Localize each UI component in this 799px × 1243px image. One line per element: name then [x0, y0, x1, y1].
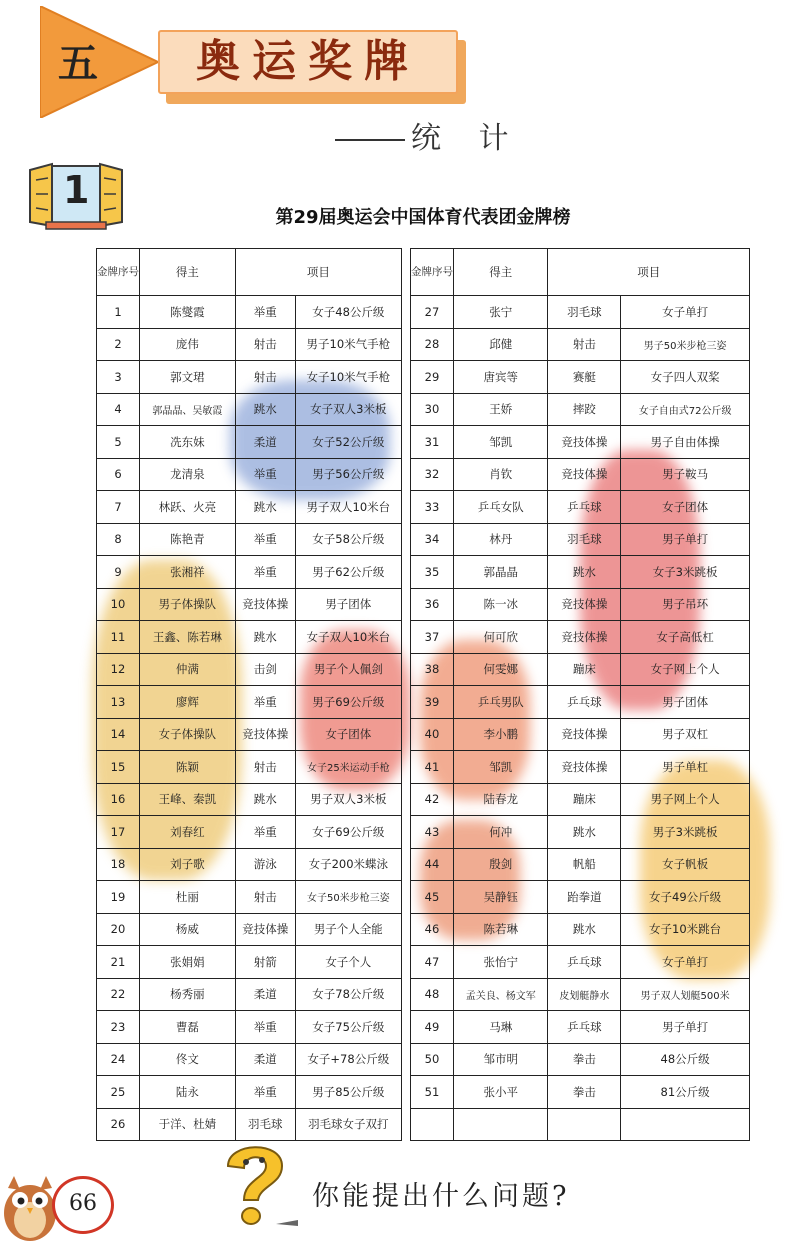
sport-cell: 跳水 — [235, 621, 295, 654]
table-row — [97, 523, 402, 556]
table-row — [97, 328, 402, 361]
header-num: 金牌序号 — [97, 249, 140, 296]
event-cell: 男子10米气手枪 — [295, 328, 401, 361]
event-cell: 男子单打 — [621, 1011, 750, 1044]
table-row — [97, 491, 402, 524]
winner-cell: 龙清泉 — [140, 458, 236, 491]
medal-number-cell: 8 — [97, 523, 140, 556]
winner-cell: 杜丽 — [140, 881, 236, 914]
medal-number-cell: 42 — [411, 783, 454, 816]
table-row — [97, 588, 402, 621]
medal-number-cell: 45 — [411, 881, 454, 914]
event-cell: 男子双人3米板 — [295, 783, 401, 816]
event-cell — [621, 1108, 750, 1141]
medal-number-cell: 27 — [411, 296, 454, 329]
medal-number-cell: 36 — [411, 588, 454, 621]
event-cell: 81公斤级 — [621, 1076, 750, 1109]
winner-cell: 男子体操队 — [140, 588, 236, 621]
table-row — [97, 426, 402, 459]
medal-number-cell: 40 — [411, 718, 454, 751]
event-cell: 男子团体 — [295, 588, 401, 621]
sport-cell: 射击 — [235, 881, 295, 914]
medal-number-cell: 49 — [411, 1011, 454, 1044]
event-cell: 男子网上个人 — [621, 783, 750, 816]
event-cell: 羽毛球女子双打 — [295, 1108, 401, 1141]
section-number: 1 — [63, 168, 90, 212]
sport-cell: 柔道 — [235, 426, 295, 459]
sport-cell: 皮划艇静水 — [548, 978, 621, 1011]
event-cell: 男子单打 — [621, 523, 750, 556]
page-number: 66 — [69, 1191, 97, 1216]
table-row — [411, 556, 750, 589]
medal-number-cell: 33 — [411, 491, 454, 524]
winner-cell: 唐宾等 — [454, 361, 548, 394]
table-row — [97, 718, 402, 751]
winner-cell: 仲满 — [140, 653, 236, 686]
sport-cell: 竞技体操 — [235, 718, 295, 751]
event-cell: 男子双人划艇500米 — [621, 978, 750, 1011]
sport-cell: 摔跤 — [548, 393, 621, 426]
winner-cell: 冼东妹 — [140, 426, 236, 459]
event-cell: 女子200米蝶泳 — [295, 848, 401, 881]
winner-cell: 肖钦 — [454, 458, 548, 491]
winner-cell: 王鑫、陈若琳 — [140, 621, 236, 654]
event-cell: 男子56公斤级 — [295, 458, 401, 491]
sport-cell — [548, 1108, 621, 1141]
sport-cell: 射击 — [235, 751, 295, 784]
event-cell: 男子自由体操 — [621, 426, 750, 459]
sport-cell: 举重 — [235, 816, 295, 849]
medal-number-cell: 17 — [97, 816, 140, 849]
event-cell: 男子个人佩剑 — [295, 653, 401, 686]
event-cell: 女子团体 — [621, 491, 750, 524]
event-cell: 女子网上个人 — [621, 653, 750, 686]
event-cell: 女子四人双桨 — [621, 361, 750, 394]
medal-number-cell: 37 — [411, 621, 454, 654]
question-mark-icon — [210, 1136, 300, 1236]
winner-cell: 陈燮霞 — [140, 296, 236, 329]
medal-number-cell: 23 — [97, 1011, 140, 1044]
event-cell: 男子团体 — [621, 686, 750, 719]
winner-cell: 张娟娟 — [140, 946, 236, 979]
medal-number-cell: 15 — [97, 751, 140, 784]
winner-cell: 郭文珺 — [140, 361, 236, 394]
medal-number-cell: 2 — [97, 328, 140, 361]
sport-cell: 跳水 — [548, 913, 621, 946]
event-cell: 女子25米运动手枪 — [295, 751, 401, 784]
sport-cell: 赛艇 — [548, 361, 621, 394]
event-cell: 女子个人 — [295, 946, 401, 979]
winner-cell: 廖辉 — [140, 686, 236, 719]
event-cell: 男子双人10米台 — [295, 491, 401, 524]
sport-cell: 竞技体操 — [548, 621, 621, 654]
sport-cell: 竞技体操 — [548, 426, 621, 459]
sport-cell: 蹦床 — [548, 653, 621, 686]
medal-number-cell: 29 — [411, 361, 454, 394]
winner-cell: 郭晶晶 — [454, 556, 548, 589]
medal-number-cell: 11 — [97, 621, 140, 654]
winner-cell: 何雯娜 — [454, 653, 548, 686]
table-row — [97, 458, 402, 491]
winner-cell: 林丹 — [454, 523, 548, 556]
winner-cell: 庞伟 — [140, 328, 236, 361]
table-row — [411, 1076, 750, 1109]
sport-cell: 竞技体操 — [548, 751, 621, 784]
table-row — [97, 913, 402, 946]
sport-cell: 射击 — [235, 361, 295, 394]
medal-number-cell: 24 — [97, 1043, 140, 1076]
event-cell: 女子10米气手枪 — [295, 361, 401, 394]
table-row — [411, 523, 750, 556]
table-row — [411, 621, 750, 654]
winner-cell: 女子体操队 — [140, 718, 236, 751]
table-row — [97, 556, 402, 589]
subtitle-dash — [335, 139, 405, 141]
winner-cell: 佟文 — [140, 1043, 236, 1076]
winner-cell: 孟关良、杨文军 — [454, 978, 548, 1011]
medal-number-cell: 51 — [411, 1076, 454, 1109]
medal-number-cell: 19 — [97, 881, 140, 914]
event-cell: 女子+78公斤级 — [295, 1043, 401, 1076]
winner-cell: 刘春红 — [140, 816, 236, 849]
winner-cell: 林跃、火亮 — [140, 491, 236, 524]
table-row — [411, 848, 750, 881]
winner-cell: 乒乓男队 — [454, 686, 548, 719]
sport-cell: 柔道 — [235, 978, 295, 1011]
table-row — [97, 751, 402, 784]
table-row — [97, 361, 402, 394]
medal-number-cell: 14 — [97, 718, 140, 751]
table-row — [411, 946, 750, 979]
medal-number-cell: 4 — [97, 393, 140, 426]
medal-number-cell: 31 — [411, 426, 454, 459]
table-row — [97, 783, 402, 816]
winner-cell: 张怡宁 — [454, 946, 548, 979]
sport-cell: 帆船 — [548, 848, 621, 881]
unit-number: 五 — [58, 40, 100, 87]
event-cell: 女子58公斤级 — [295, 523, 401, 556]
table-row — [411, 751, 750, 784]
event-cell: 女子49公斤级 — [621, 881, 750, 914]
medal-number-cell: 50 — [411, 1043, 454, 1076]
sport-cell: 竞技体操 — [548, 458, 621, 491]
sport-cell: 乒乓球 — [548, 946, 621, 979]
event-cell: 男子85公斤级 — [295, 1076, 401, 1109]
event-cell: 48公斤级 — [621, 1043, 750, 1076]
table-row — [411, 783, 750, 816]
event-cell: 女子52公斤级 — [295, 426, 401, 459]
medal-number-cell: 22 — [97, 978, 140, 1011]
sport-cell: 跳水 — [548, 556, 621, 589]
table-row — [97, 653, 402, 686]
event-cell: 女子自由式72公斤级 — [621, 393, 750, 426]
medal-number-cell: 26 — [97, 1108, 140, 1141]
medal-number-cell: 18 — [97, 848, 140, 881]
table-row — [97, 1043, 402, 1076]
winner-cell: 张小平 — [454, 1076, 548, 1109]
sport-cell: 举重 — [235, 556, 295, 589]
winner-cell: 曹磊 — [140, 1011, 236, 1044]
winner-cell: 陈颖 — [140, 751, 236, 784]
winner-cell: 邹凯 — [454, 751, 548, 784]
sport-cell: 蹦床 — [548, 783, 621, 816]
winner-cell: 王娇 — [454, 393, 548, 426]
winner-cell: 王峰、秦凯 — [140, 783, 236, 816]
subtitle — [335, 113, 523, 157]
table-row — [97, 1011, 402, 1044]
table-row — [411, 913, 750, 946]
owl-icon — [0, 1168, 60, 1243]
sport-cell: 乒乓球 — [548, 686, 621, 719]
sport-cell: 竞技体操 — [548, 718, 621, 751]
event-cell: 女子双人3米板 — [295, 393, 401, 426]
subtitle-text: 统 计 — [411, 121, 523, 156]
event-cell: 男子62公斤级 — [295, 556, 401, 589]
sport-cell: 举重 — [235, 458, 295, 491]
header-winner: 得主 — [454, 249, 548, 296]
table-row — [411, 1043, 750, 1076]
winner-cell: 邱健 — [454, 328, 548, 361]
medal-number-cell: 28 — [411, 328, 454, 361]
table-row — [411, 686, 750, 719]
table-row — [97, 978, 402, 1011]
event-cell: 男子3米跳板 — [621, 816, 750, 849]
sport-cell: 羽毛球 — [548, 523, 621, 556]
medal-number-cell: 48 — [411, 978, 454, 1011]
sport-cell: 游泳 — [235, 848, 295, 881]
winner-cell: 郭晶晶、吴敏霞 — [140, 393, 236, 426]
sport-cell: 竞技体操 — [235, 913, 295, 946]
event-cell: 女子高低杠 — [621, 621, 750, 654]
page-title: 奥运奖牌 — [196, 36, 420, 87]
event-cell: 女子单打 — [621, 946, 750, 979]
event-cell: 男子个人全能 — [295, 913, 401, 946]
medal-number-cell: 39 — [411, 686, 454, 719]
question-text: 你能提出什么问题? — [312, 1181, 570, 1212]
table-row — [411, 978, 750, 1011]
table-row — [97, 816, 402, 849]
table-row — [97, 296, 402, 329]
event-cell: 女子双人10米台 — [295, 621, 401, 654]
table-row — [411, 393, 750, 426]
table-row — [411, 718, 750, 751]
winner-cell: 陈若琳 — [454, 913, 548, 946]
sport-cell: 举重 — [235, 296, 295, 329]
event-cell: 男子69公斤级 — [295, 686, 401, 719]
medal-number-cell: 44 — [411, 848, 454, 881]
event-cell: 女子3米跳板 — [621, 556, 750, 589]
table-row — [97, 946, 402, 979]
winner-cell: 马琳 — [454, 1011, 548, 1044]
winner-cell: 陈一冰 — [454, 588, 548, 621]
winner-cell: 何可欣 — [454, 621, 548, 654]
winner-cell: 邹市明 — [454, 1043, 548, 1076]
event-cell: 女子69公斤级 — [295, 816, 401, 849]
event-cell: 女子帆板 — [621, 848, 750, 881]
medal-number-cell: 34 — [411, 523, 454, 556]
event-cell: 男子吊环 — [621, 588, 750, 621]
medal-number-cell: 20 — [97, 913, 140, 946]
sport-cell: 拳击 — [548, 1076, 621, 1109]
event-cell: 女子75公斤级 — [295, 1011, 401, 1044]
winner-cell: 陈艳青 — [140, 523, 236, 556]
table-row — [411, 361, 750, 394]
table-row — [97, 686, 402, 719]
winner-cell: 于洋、杜婧 — [140, 1108, 236, 1141]
table-row — [411, 491, 750, 524]
medal-number-cell: 47 — [411, 946, 454, 979]
event-cell: 男子鞍马 — [621, 458, 750, 491]
sport-cell: 举重 — [235, 686, 295, 719]
sport-cell: 乒乓球 — [548, 1011, 621, 1044]
medal-number-cell: 43 — [411, 816, 454, 849]
winner-cell: 邹凯 — [454, 426, 548, 459]
table-title: 第29届奥运会中国体育代表团金牌榜 — [275, 207, 571, 228]
medal-table-left — [96, 248, 402, 1141]
medal-number-cell: 5 — [97, 426, 140, 459]
sport-cell: 击剑 — [235, 653, 295, 686]
sport-cell: 竞技体操 — [235, 588, 295, 621]
medal-number-cell: 12 — [97, 653, 140, 686]
winner-cell: 杨秀丽 — [140, 978, 236, 1011]
sport-cell: 羽毛球 — [548, 296, 621, 329]
event-cell: 女子78公斤级 — [295, 978, 401, 1011]
table-row — [411, 588, 750, 621]
sport-cell: 射击 — [235, 328, 295, 361]
table-row — [411, 653, 750, 686]
medal-number-cell: 25 — [97, 1076, 140, 1109]
table-row — [411, 1108, 750, 1141]
event-cell: 男子单杠 — [621, 751, 750, 784]
winner-cell: 陆永 — [140, 1076, 236, 1109]
winner-cell: 陆春龙 — [454, 783, 548, 816]
medal-table-right — [410, 248, 750, 1141]
medal-number-cell: 35 — [411, 556, 454, 589]
medal-number-cell: 10 — [97, 588, 140, 621]
winner-cell: 何冲 — [454, 816, 548, 849]
sport-cell: 举重 — [235, 1076, 295, 1109]
sport-cell: 射击 — [548, 328, 621, 361]
sport-cell: 跳水 — [548, 816, 621, 849]
header-winner: 得主 — [140, 249, 236, 296]
table-row — [97, 848, 402, 881]
sport-cell: 举重 — [235, 1011, 295, 1044]
table-row — [411, 426, 750, 459]
sport-cell: 乒乓球 — [548, 491, 621, 524]
sport-cell: 羽毛球 — [235, 1108, 295, 1141]
winner-cell: 吴静钰 — [454, 881, 548, 914]
medal-number-cell: 46 — [411, 913, 454, 946]
sport-cell: 射箭 — [235, 946, 295, 979]
header-num: 金牌序号 — [411, 249, 454, 296]
table-row — [97, 1076, 402, 1109]
winner-cell: 张宁 — [454, 296, 548, 329]
table-row — [411, 1011, 750, 1044]
sport-cell: 跆拳道 — [548, 881, 621, 914]
table-row — [97, 621, 402, 654]
table-row — [97, 881, 402, 914]
event-cell: 女子团体 — [295, 718, 401, 751]
winner-cell: 杨威 — [140, 913, 236, 946]
table-row — [411, 816, 750, 849]
header-event: 项目 — [548, 249, 750, 296]
event-cell: 女子48公斤级 — [295, 296, 401, 329]
medal-number-cell: 3 — [97, 361, 140, 394]
medal-number-cell: 1 — [97, 296, 140, 329]
event-cell: 男子50米步枪三姿 — [621, 328, 750, 361]
medal-number-cell: 30 — [411, 393, 454, 426]
sport-cell: 举重 — [235, 523, 295, 556]
sport-cell: 柔道 — [235, 1043, 295, 1076]
table-row — [411, 328, 750, 361]
event-cell: 女子单打 — [621, 296, 750, 329]
winner-cell: 殷剑 — [454, 848, 548, 881]
event-cell: 女子10米跳台 — [621, 913, 750, 946]
winner-cell: 乒乓女队 — [454, 491, 548, 524]
medal-number-cell: 38 — [411, 653, 454, 686]
sport-cell: 跳水 — [235, 393, 295, 426]
medal-number-cell — [411, 1108, 454, 1141]
sport-cell: 竞技体操 — [548, 588, 621, 621]
winner-cell — [454, 1108, 548, 1141]
medal-number-cell: 13 — [97, 686, 140, 719]
event-cell: 女子50米步枪三姿 — [295, 881, 401, 914]
medal-number-cell: 16 — [97, 783, 140, 816]
medal-number-cell: 6 — [97, 458, 140, 491]
table-row — [411, 881, 750, 914]
table-row — [411, 296, 750, 329]
sport-cell: 跳水 — [235, 783, 295, 816]
winner-cell: 李小鹏 — [454, 718, 548, 751]
winner-cell: 刘子歌 — [140, 848, 236, 881]
event-cell: 男子双杠 — [621, 718, 750, 751]
medal-number-cell: 7 — [97, 491, 140, 524]
table-row — [97, 393, 402, 426]
table-row — [411, 458, 750, 491]
winner-cell: 张湘祥 — [140, 556, 236, 589]
medal-number-cell: 21 — [97, 946, 140, 979]
sport-cell: 跳水 — [235, 491, 295, 524]
header-event: 项目 — [235, 249, 401, 296]
medal-number-cell: 32 — [411, 458, 454, 491]
sport-cell: 拳击 — [548, 1043, 621, 1076]
medal-number-cell: 9 — [97, 556, 140, 589]
medal-number-cell: 41 — [411, 751, 454, 784]
